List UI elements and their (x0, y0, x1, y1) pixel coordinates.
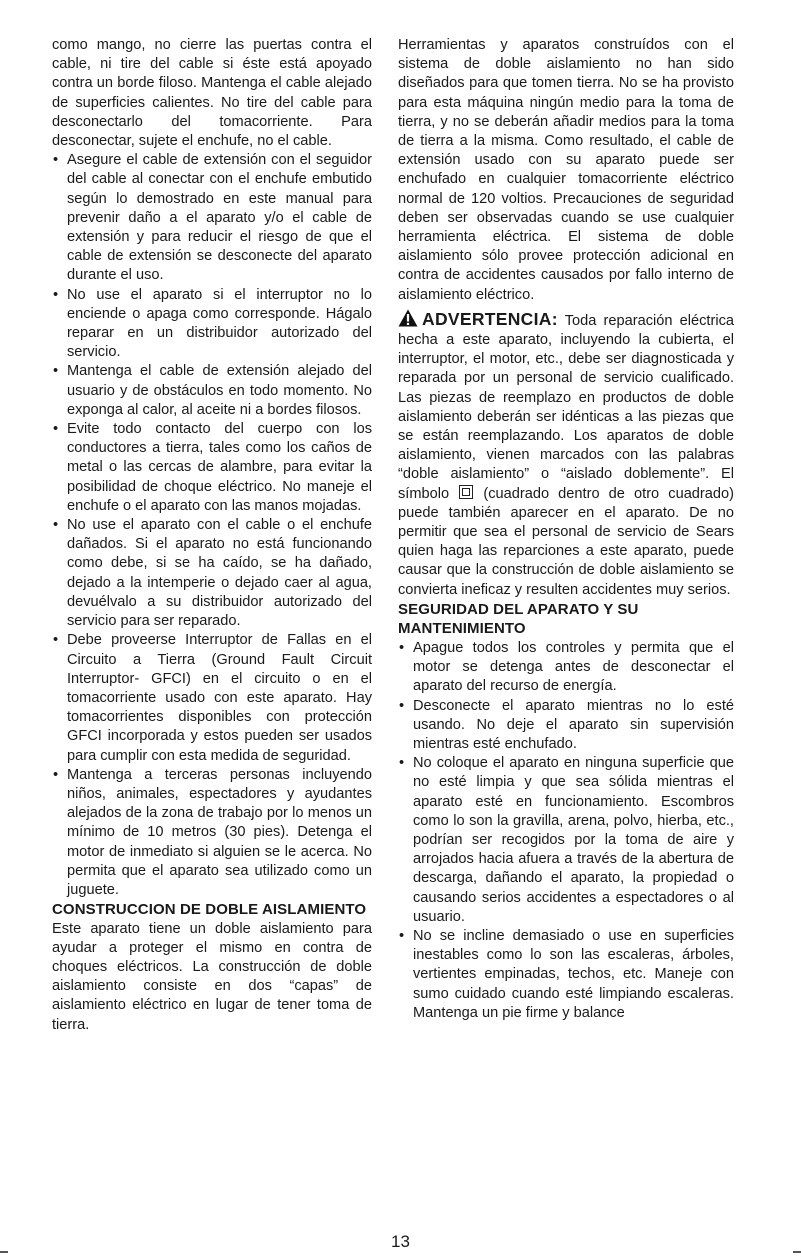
list-item: • Mantenga a terceras personas incluyendo niños, animales, espectadores y ayudantes alejados de la zona de trabajo por lo menos un mínimo de 10 metros (30 pies). Detenga el motor de inmediato si alguien se le acerca. No permita que el aparato sea utilizado como un juguete. (52, 766, 372, 900)
list-item: • Evite todo contacto del cuerpo con los conductores a tierra, tales como los caños de metal o las cercas de alambre, para evitar la posibilidad de choque eléctrico. No maneje el enchufe o el aparato con las manos mojadas. (52, 420, 372, 516)
list-item: • No se incline demasiado o use en superficies inestables como lo son las escaleras, árboles, vertientes empinadas, techos, etc. Maneje con sumo cuidado cuando esté limpiando escaleras. Mantenga un pie firme y balance (398, 927, 734, 1023)
construction-paragraph: Este aparato tiene un doble aislamiento para ayudar a proteger el mismo en contra de choques eléctricos. La construcción de doble aislamiento consiste en dos “capas” de aislamiento eléctrico en lugar de tener toma de tierra. (52, 920, 372, 1033)
corner-mark-left (0, 1251, 8, 1253)
warning-text-continued: (cuadrado dentro de otro cuadrado) puede también aparecer en el aparato. De no permitir que sea el personal de servicio de Sears quien haga las reparciones a este aparato, puede causar que la construcción de doble aislamiento se convierta ineficaz y resulten accidentes muy serios. (398, 485, 734, 598)
left-bullet-list (52, 151, 372, 900)
list-item: • Asegure el cable de extensión con el seguidor del cable al conectar con el enchufe embutido según lo demostrado en este manual para prevenir daño a el aparato y/o el cable de extensión y para reducir el riesgo de que el cable de extensión se desconecte del aparato durante el uso. (52, 151, 372, 285)
safety-heading: SEGURIDAD DEL APARATO Y SU MANTENIMIENTO (398, 600, 639, 638)
list-item: • No coloque el aparato en ninguna superficie que no esté limpia y que sea sólida mientras el aparato esté en funcionamiento. Escombros como lo son la gravilla, arena, polvo, hierba, etc., podrían ser recogidos por la toma de aire y arrojados hacia afuera a través de la abertura de descarga, dañando el aparato, la propiedad o causando serios accidentes a espectadores o al usuario. (398, 754, 734, 927)
right-intro-paragraph: Herramientas y aparatos construídos con el sistema de doble aislamiento no han sido diseñados para que tomen tierra. No se ha provisto para esta máquina ningún medio para la toma de tierra, y no se deberán añadir medios para la toma de tierra a la misma. Como resultado, el cable de extensión usado con su aparato puede ser enchufado en cualquier tomacorriente eléctrico normal de 120 voltios. Precauciones de seguridad deben ser observadas cuando se use cualquier herramienta eléctrica. El sistema de doble aislamiento sólo provee protección adicional en contra de accidentes causados por fallo interno de aislamiento eléctrico. (398, 37, 734, 303)
warning-title: ADVERTENCIA: (422, 308, 558, 329)
warning-text: Toda reparación eléctrica hecha a este aparato, incluyendo la cubierta, el interruptor, el motor, etc., debe ser diagnosticada y reparada por un personal de servicio cualificado. Las piezas de reemplazo en productos de doble aislamiento deberán ser idénticas a las piezas que se están reemplazando. Los aparatos de doble aislamiento, vienen marcados con las palabras “doble aislamiento” o “aislado doblemente”. El símbolo (398, 312, 734, 502)
right-column (398, 36, 734, 1023)
right-bullet-list (398, 639, 734, 1023)
construction-heading: CONSTRUCCION DE DOBLE AISLAMIENTO (52, 901, 367, 919)
list-item: • Apague todos los controles y permita que el motor se detenga antes de desconectar el aparato del recurso de energía. (398, 639, 734, 697)
left-intro-paragraph: como mango, no cierre las puertas contra el cable, ni tire del cable si éste está apoyado contra un borde filoso. Mantenga el cable alejado de superficies calientes. No tire del cable para desconectarlo del tomacorriente. Para desconectar, sujete el enchufe, no el cable. (52, 37, 372, 150)
page-number: 13 (391, 1232, 410, 1251)
warning-triangle-icon (398, 309, 418, 327)
list-item: • Mantenga el cable de extensión alejado del usuario y de obstáculos en todo momento. No exponga al calor, al aceite ni a bordes filosos. (52, 362, 372, 420)
double-square-icon (459, 485, 473, 499)
list-item: • Debe proveerse Interruptor de Fallas en el Circuito a Tierra (Ground Fault Circuit Interruptor- GFCI) en el circuito o en el tomacorriente usado con este aparato. Hay tomacorrientes disponibles con protección GFCI incorporada y estos pueden ser usados para cumplir con esta medida de seguridad. (52, 631, 372, 765)
list-item: • No use el aparato con el cable o el enchufe dañados. Si el aparato no está funcionando como debe, si se ha caído, se ha dañado, dejado a la intemperie o dejado caer al agua, devuélvalo a su distribuidor autorizado del servicio para ser reparado. (52, 516, 372, 631)
corner-mark-right (793, 1251, 801, 1253)
list-item: • Desconecte el aparato mientras no lo esté usando. No deje el aparato sin supervisión mientras esté enchufado. (398, 697, 734, 755)
warning-paragraph (398, 309, 734, 600)
left-column (52, 36, 372, 1035)
list-item: • No use el aparato si el interruptor no lo enciende o apaga como corresponde. Hágalo reparar en un distribuidor autorizado del servicio. (52, 286, 372, 363)
